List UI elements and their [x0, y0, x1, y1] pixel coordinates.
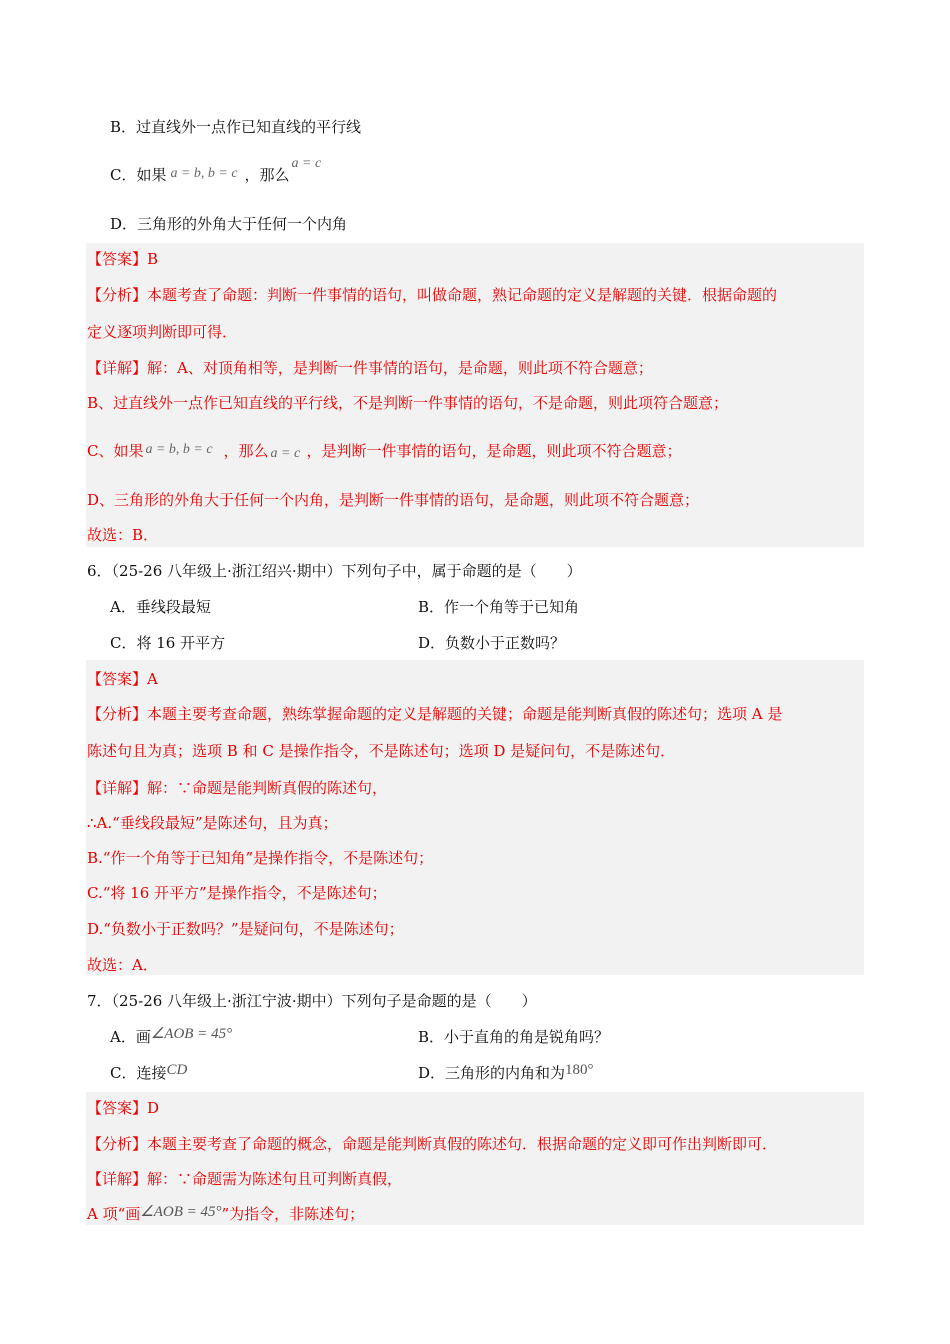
q6-option-d[interactable]: D．负数小于正数吗？	[418, 634, 566, 652]
q7-detail	[87, 1169, 402, 1189]
label: 【详解】	[87, 1170, 148, 1188]
q6-detail-d: D.“负数小于正数吗？”是疑问句，不是陈述句；	[87, 920, 404, 938]
label: 【详解】	[87, 779, 148, 797]
label: 【详解】	[87, 359, 148, 377]
label: 【答案】	[87, 1099, 148, 1117]
math-formula: CD	[166, 1062, 188, 1078]
q6-detail-b: B.“作一个角等于已知角”是操作指令，不是陈述句；	[87, 849, 434, 867]
q7-analysis	[87, 1134, 777, 1154]
math-formula: a = b, b = c	[170, 166, 238, 181]
text: 本题主要考查了命题的概念，命题是能判断真假的陈述句．根据命题的定义即可作出判断即可．	[147, 1135, 778, 1153]
math-formula: a = b, b = c	[145, 442, 213, 457]
q6-conclusion: 故选：A．	[87, 956, 158, 974]
text: 本题考查了命题：判断一件事情的语句，叫做命题，熟记命题的定义是解题的关键．根据命题的	[147, 286, 778, 304]
q7-option-b[interactable]: B．小于直角的角是锐角吗？	[418, 1028, 610, 1046]
text: ，那么	[244, 166, 290, 184]
q7-option-d[interactable]	[418, 1063, 594, 1083]
text: D．三角形的内角和为	[418, 1064, 566, 1082]
text: ，是判断一件事情的语句，是命题，则此项不符合题意；	[306, 442, 682, 460]
math-formula: 180°	[565, 1062, 594, 1078]
math-formula: a = c	[291, 156, 322, 171]
q5-detail-b: B、过直线外一点作已知直线的平行线，不是判断一件事情的语句，不是命题，则此项符合题意；	[87, 394, 729, 412]
q6-option-c[interactable]: C．将 16 开平方	[110, 634, 226, 652]
text: ，那么	[223, 442, 269, 460]
text: A 项“画	[87, 1205, 141, 1223]
text: C．连接	[110, 1064, 167, 1082]
q7-option-c[interactable]	[110, 1063, 187, 1083]
text: 解：∵命题需为陈述句且可判断真假，	[147, 1170, 403, 1188]
q6-detail-c: C.“将 16 开平方”是操作指令，不是陈述句；	[87, 884, 387, 902]
label: 【答案】	[87, 670, 148, 688]
q6-detail-a: ∴A.“垂线段最短”是陈述句，且为真；	[87, 814, 338, 832]
q5-detail	[87, 358, 653, 378]
label: 【分析】	[87, 705, 148, 723]
q7-stem: 7．（25-26 八年级上·浙江宁波·期中）下列句子是命题的是（ ）	[87, 992, 537, 1010]
q6-analysis-cont: 陈述句且为真；选项 B 和 C 是操作指令，不是陈述句；选项 D 是疑问句，不是陈述句．	[87, 742, 676, 760]
q5-option-b: B．过直线外一点作已知直线的平行线	[110, 118, 362, 136]
label: 【分析】	[87, 1135, 148, 1153]
answer-value: B	[147, 250, 159, 268]
q5-option-c	[110, 156, 322, 185]
q7-detail-a	[87, 1204, 364, 1224]
q6-analysis	[87, 704, 782, 724]
q5-conclusion: 故选：B．	[87, 526, 159, 544]
q5-detail-d: D、三角形的外角大于任何一个内角，是判断一件事情的语句，是命题，则此项不符合题意；	[87, 491, 700, 509]
math-formula: a = c	[270, 446, 301, 461]
answer-value: D	[147, 1099, 160, 1117]
q5-analysis-cont: 定义逐项判断即可得．	[87, 323, 238, 341]
text: 本题主要考查命题，熟练掌握命题的定义是解题的关键；命题是能判断真假的陈述句；选项 A 是	[147, 705, 783, 723]
q6-detail	[87, 778, 387, 798]
text: 解：∵命题是能判断真假的陈述句，	[147, 779, 388, 797]
text: C、如果	[87, 442, 144, 460]
q6-option-b[interactable]: B．作一个角等于已知角	[418, 598, 580, 616]
math-formula: ∠AOB = 45°	[150, 1026, 233, 1042]
q5-detail-c	[87, 441, 682, 461]
text: C．如果	[110, 166, 167, 184]
label: 【答案】	[87, 250, 148, 268]
text: A．画	[110, 1028, 151, 1046]
q5-analysis	[87, 285, 777, 305]
label: 【分析】	[87, 286, 148, 304]
text: ”为指令，非陈述句；	[221, 1205, 365, 1223]
q6-answer	[87, 669, 158, 689]
text: 解：A、对顶角相等，是判断一件事情的语句，是命题，则此项不符合题意；	[147, 359, 653, 377]
q7-option-a[interactable]	[110, 1027, 232, 1047]
q7-answer	[87, 1098, 159, 1118]
answer-value: A	[147, 670, 158, 688]
q5-answer	[87, 249, 158, 269]
q6-option-a[interactable]: A．垂线段最短	[110, 598, 211, 616]
math-formula: ∠AOB = 45°	[140, 1204, 222, 1220]
q6-stem: 6．（25-26 八年级上·浙江绍兴·期中）下列句子中，属于命题的是（ ）	[87, 562, 582, 580]
q5-option-d: D．三角形的外角大于任何一个内角	[110, 215, 348, 233]
